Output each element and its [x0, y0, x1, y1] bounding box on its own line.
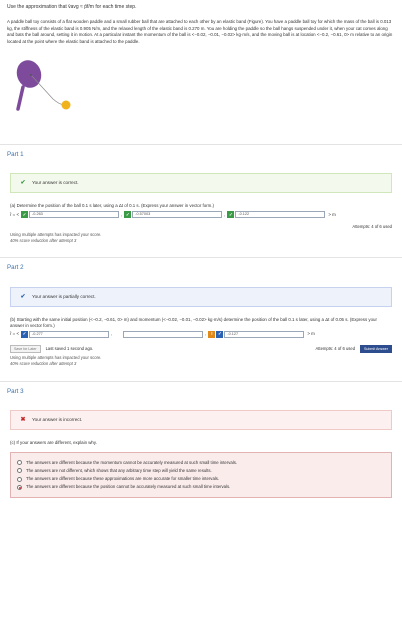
- part-1-answer-row: r̄ = < ✓ -0.263 , ✓ -0.57003 , ✓ -0.122 > m: [10, 211, 336, 218]
- choice-option-2[interactable]: [17, 468, 385, 474]
- correct-badge-icon: ✓: [217, 331, 222, 337]
- score-reduction-note: 40% score reduction after attempt 3: [10, 361, 77, 367]
- choice-label: The answers are different because these approximations are more accurate for smaller time intervals.: [26, 476, 220, 482]
- correct-badge-icon: ✓: [125, 211, 130, 217]
- warning-badge-icon: !: [208, 331, 215, 338]
- part-3-section: [0, 381, 402, 498]
- part-2-answer-row: r̄ = < ✓ -0.277 , , ! ✓ -0.127 > m: [10, 331, 315, 337]
- part-1-attempts: Attempts: 4 of 6 used: [352, 224, 392, 230]
- correct-badge-icon: ✓: [22, 211, 27, 217]
- check-icon: ✔: [20, 180, 26, 187]
- submit-answer-button[interactable]: Submit Answer: [360, 345, 392, 354]
- part-1-status-text: Your answer is correct.: [32, 180, 79, 186]
- save-for-later-button[interactable]: Save for Later: [10, 345, 41, 354]
- radio-button[interactable]: [17, 460, 22, 465]
- part-2-question: (b) Starting with the same initial position (<−0.2, −0.61, 0> m) and momentum (<−0.02, −0.01, −0.02> kg·m/s) determine the position of the ball 0.1 s later, using a Δt of 0.05 s. (Express your answer in vector form.): [10, 316, 377, 328]
- part-3-question: (c) If your answers are different, explain why.: [10, 440, 97, 446]
- part-2-x-input[interactable]: -0.277: [29, 331, 109, 338]
- part-2-status-text: Your answer is partially correct.: [32, 293, 96, 299]
- part-2-section: [0, 257, 402, 366]
- x-icon: ✖: [20, 417, 26, 424]
- choice-option-3[interactable]: [17, 476, 385, 482]
- part-1-notes: [0, 232, 402, 243]
- part-1-title: Part 1: [7, 151, 24, 159]
- choice-option-4[interactable]: [17, 484, 385, 490]
- radio-button[interactable]: [17, 468, 22, 473]
- choice-label: The answers are different because the momentum cannot be accurately measured at such small time intervals.: [26, 459, 238, 465]
- part-2-z-input[interactable]: -0.127: [224, 331, 304, 338]
- part-2-y-input[interactable]: [123, 331, 203, 338]
- part-1-section: [0, 144, 402, 243]
- part-3-choices: [10, 452, 392, 498]
- part-3-status-banner: [10, 410, 392, 430]
- unit-label: > m: [307, 331, 315, 337]
- part-2-title: Part 2: [7, 264, 24, 272]
- correct-badge-icon: ✓: [228, 211, 233, 217]
- position-vector-label: r̄ = <: [10, 331, 20, 337]
- approximation-instruction: Use the approximation that v̄avg ≈ p̄f/m for each time step.: [7, 4, 137, 10]
- part-2-status-banner: [10, 287, 392, 307]
- radio-button-selected[interactable]: [17, 485, 22, 490]
- position-vector-label: r̄ = <: [10, 211, 20, 217]
- part-1-x-input[interactable]: -0.263: [29, 211, 119, 218]
- part-2-attempts: Attempts: 4 of 6 used: [315, 346, 356, 352]
- paddle-ball-figure: [13, 54, 83, 124]
- choice-label: The answers are different because the position cannot be accurately measured at such small time intervals.: [26, 484, 231, 490]
- part-3-status-text: Your answer is incorrect.: [32, 417, 83, 423]
- choice-option-1[interactable]: [17, 460, 385, 466]
- problem-header: [0, 0, 402, 126]
- part-2-notes: [0, 355, 402, 366]
- attempt-penalty-note: Using multiple attempts has impacted your score.: [10, 355, 102, 361]
- partial-check-icon: ✔: [20, 293, 26, 300]
- unit-label: > m: [328, 211, 336, 217]
- radio-button[interactable]: [17, 477, 22, 482]
- score-reduction-note: 40% score reduction after attempt 3: [10, 237, 77, 243]
- part-1-y-input[interactable]: -0.57003: [132, 211, 222, 218]
- problem-statement: A paddle ball toy consists of a flat wooden paddle and a small rubber ball that are attached to each other by an elastic band (Figure). You have a paddle ball toy for which the mass of the ball is 0.013 kg, the stiffness of the elastic band is 0.905 N/m, and the relaxed length of the elastic band is 0.270 m. You are holding the paddle so the ball hangs suspended under it, when your cat comes along and bats the ball around, setting it in motion. At a particular instant the momentum of the ball is <−0.02, −0.01, −0.02> kg·m/s, and the moving ball is at location <−0.2, −0.61, 0> m relative to an origin located at the point where the elastic band is attached to the paddle.: [7, 18, 393, 45]
- part-1-question: (a) Determine the position of the ball 0.1 s later, using a Δt of 0.1 s. (Express your answer in vector form.): [10, 203, 215, 209]
- correct-badge-icon: ✓: [22, 331, 27, 337]
- attempt-penalty-note: Using multiple attempts has impacted your score.: [10, 232, 102, 238]
- choice-label: The answers are not different, which shows that any arbitrary time step will yield the same results.: [26, 467, 212, 473]
- part-3-title: Part 3: [7, 387, 24, 395]
- last-saved-text: Last saved 1 second ago.: [45, 346, 94, 352]
- part-1-status-banner: [10, 173, 392, 193]
- part-1-z-input[interactable]: -0.122: [235, 211, 325, 218]
